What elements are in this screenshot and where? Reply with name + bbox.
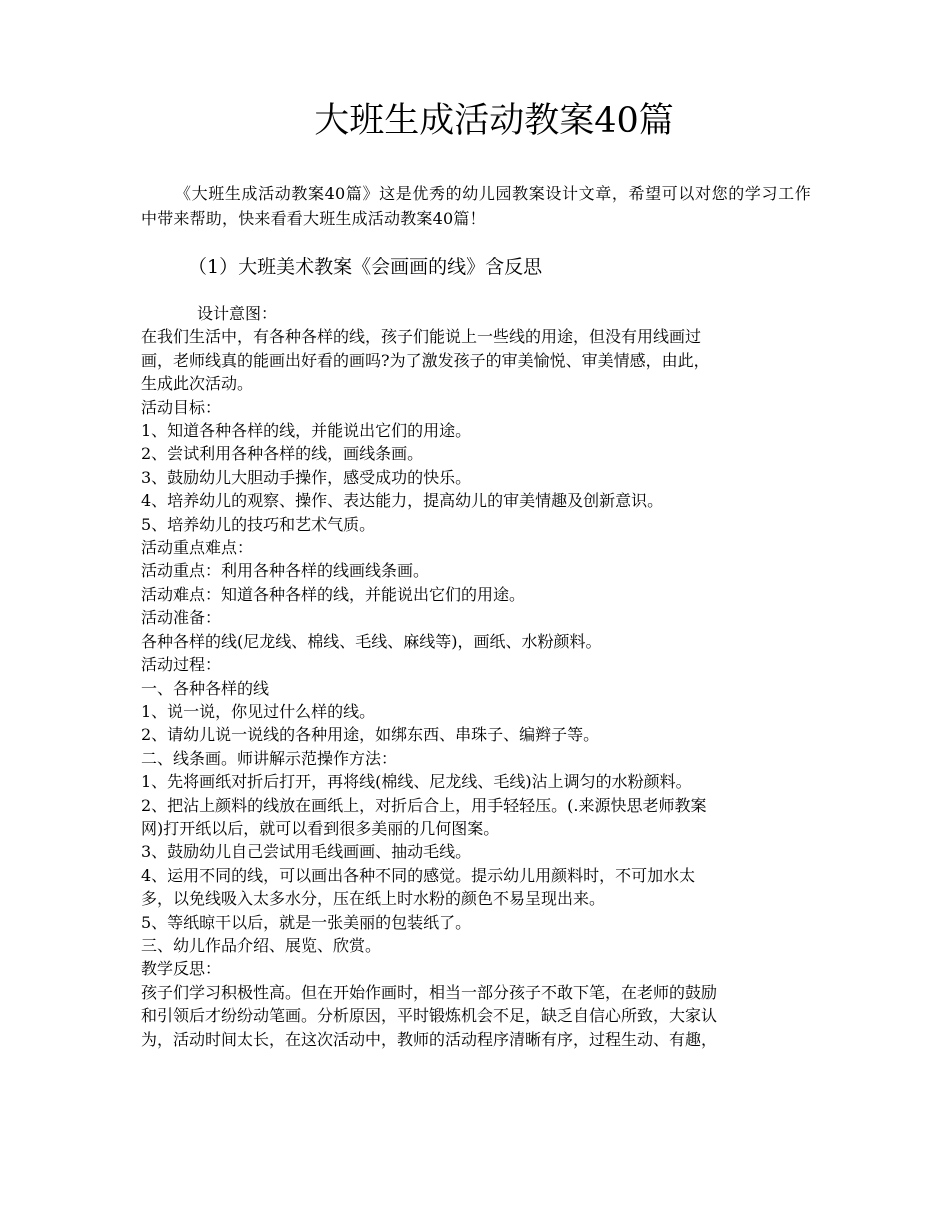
body-line: 在我们生活中，有各种各样的线，孩子们能说上一些线的用途，但没有用线画过 [141, 327, 702, 347]
body-line: 教学反思： [141, 959, 222, 979]
body-line: 5、培养幼儿的技巧和艺术气质。 [141, 514, 376, 534]
body-line: 3、鼓励幼儿大胆动手操作，感受成功的快乐。 [141, 467, 472, 487]
body-line: 孩子们学习积极性高。但在开始作画时，相当一部分孩子不敢下笔，在老师的鼓励 [141, 982, 718, 1002]
body-line: 2、尝试利用各种各样的线，画线条画。 [141, 444, 424, 464]
document-title: 大班生成活动教案40篇 [314, 101, 674, 141]
body-line: 3、鼓励幼儿自己尝试用毛线画画、抽动毛线。 [141, 842, 472, 862]
body-line: 设计意图： [197, 304, 278, 323]
body-line: 画，老师线真的能画出好看的画吗?为了激发孩子的审美愉悦、审美情感，由此， [141, 350, 710, 370]
body-line: 活动准备： [141, 608, 222, 628]
section-heading: （1）大班美术教案《会画画的线》含反思 [188, 256, 543, 278]
body-line: 2、请幼儿说一说线的各种用途，如绑东西、串珠子、编辫子等。 [141, 725, 600, 745]
body-line: 多，以免线吸入太多水分，压在纸上时水粉的颜色不易呈现出来。 [141, 889, 606, 909]
body-line: 二、线条画。师讲解示范操作方法： [141, 748, 398, 768]
body-line: 活动过程： [141, 655, 222, 675]
body-line: 5、等纸晾干以后，就是一张美丽的包装纸了。 [141, 912, 472, 932]
body-line: 1、知道各种各样的线，并能说出它们的用途。 [141, 421, 472, 441]
body-line: 4、运用不同的线，可以画出各种不同的感觉。提示幼儿用颜料时，不可加水太 [141, 865, 696, 885]
body-line: 网)打开纸以后，就可以看到很多美丽的几何图案。 [141, 818, 500, 838]
body-line: 各种各样的线(尼龙线、棉线、毛线、麻线等)，画纸、水粉颜料。 [141, 631, 602, 651]
body-line: 活动难点：知道各种各样的线，并能说出它们的用途。 [141, 584, 526, 604]
body-line: 和引领后才纷纷动笔画。分析原因，平时锻炼机会不足，缺乏自信心所致，大家认 [141, 1006, 718, 1026]
body-line: 活动重点：利用各种各样的线画线条画。 [141, 561, 430, 581]
body-line: 1、说一说，你见过什么样的线。 [141, 701, 376, 721]
body-line: 一、各种各样的线 [141, 678, 270, 698]
intro-paragraph: 《大班生成活动教案40篇》这是优秀的幼儿园教案设计文章，希望可以对您的学习工作中带来帮助，快来看看大班生成活动教案40篇！ [141, 184, 811, 228]
body-line: 2、把沾上颜料的线放在画纸上，对折后合上，用手轻轻压。(.来源快思老师教案 [141, 795, 707, 815]
body-line: 生成此次活动。 [141, 374, 254, 394]
body-line: 为，活动时间太长，在这次活动中，教师的活动程序清晰有序，过程生动、有趣， [141, 1029, 718, 1049]
body-line: 活动重点难点： [141, 538, 254, 558]
body-line: 活动目标： [141, 397, 222, 417]
body-line: 三、幼儿作品介绍、展览、欣赏。 [141, 935, 382, 955]
body-text [141, 302, 811, 1051]
body-line: 1、先将画纸对折后打开，再将线(棉线、尼龙线、毛线)沾上调匀的水粉颜料。 [141, 772, 692, 792]
body-line: 4、培养幼儿的观察、操作、表达能力，提高幼儿的审美情趣及创新意识。 [141, 491, 664, 511]
